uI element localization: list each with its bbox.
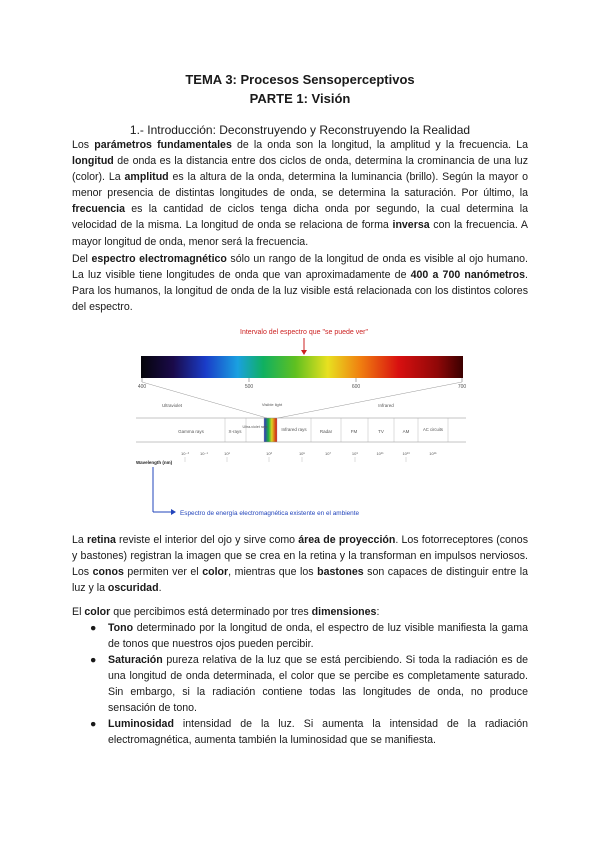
bullet-icon: ●: [90, 654, 97, 666]
band-ac: AC circuits: [422, 427, 444, 432]
spectrum-figure: [136, 322, 466, 522]
page-subtitle: PARTE 1: Visión: [249, 91, 351, 106]
power-2: 10⁻¹: [200, 451, 208, 456]
environment-spectrum-label: Espectro de energía electromagnética existente en el ambiente: [180, 510, 360, 517]
power-8: 10¹¹: [376, 451, 384, 456]
band-xrays: X-rays: [228, 429, 242, 434]
visible-range-arrowhead: [301, 350, 307, 355]
color-dimensions-list: [72, 620, 528, 748]
tick-700: 700: [457, 384, 466, 390]
power-4: 10³: [266, 451, 272, 456]
environment-arrowhead: [171, 509, 176, 515]
tick-400: 400: [137, 384, 147, 390]
power-7: 10⁹: [351, 451, 359, 456]
band-gamma: Gamma rays: [178, 429, 204, 434]
band-ultraviolet: Ultra-violet rays: [242, 425, 268, 429]
band-am: AM: [402, 429, 410, 434]
bullet-icon: ●: [90, 622, 97, 634]
section-heading: 1.- Introducción: Deconstruyendo y Reconstruyendo la Realidad: [129, 123, 471, 137]
tick-500: 500: [244, 384, 254, 390]
paragraph-color-dimensions: El color que percibimos está determinado por tres dimensiones:: [72, 606, 380, 618]
bullet-icon: ●: [90, 718, 97, 730]
visible-band-swatch: [264, 418, 277, 442]
power-10: 10¹⁵: [429, 451, 437, 456]
page-title: TEMA 3: Procesos Sensoperceptivos: [185, 72, 415, 87]
power-3: 10¹: [224, 451, 230, 456]
paragraph-electromagnetic-spectrum: Del espectro electromagnético sólo un rango de la longitud de onda es visible al ojo humano. La luz visible tiene longitudes de onda que van aproximadamente de 400 a 700 nanómetros. Para los humanos, la longitud de onda de la luz visible está relacionada con los distintos colores del espectro.: [72, 253, 529, 314]
list-item: ● Saturación pureza relativa de la luz que se está percibiendo. Si toda la radiación es de una longitud de onda determinada, el color que se percibe es completamente saturado. Sin embargo, si la radiación contiene todas las longitudes de onda, no produce sensación de tono.: [90, 654, 528, 714]
tick-600: 600: [351, 384, 361, 390]
paragraph-retina: La retina reviste el interior del ojo y sirve como área de proyección. Los fotorreceptores (conos y bastones) registran la imagen que se crea en la retina y la transforman en impulsos nerviosos. Los conos permiten ver el color, mientras que los bastones son capaces de distinguir entre la luz y la oscuridad.: [72, 534, 528, 595]
list-item: ● Tono determinado por la longitud de onda, el espectro de luz visible manifiesta la gama de tonos que nuestros ojos pueden percibir.: [90, 622, 528, 650]
spectrum-ticks: [138, 378, 466, 390]
paragraph-wave-parameters: Los parámetros fundamentales de la onda son la longitud, la amplitud y la frecuencia. La longitud de onda es la distancia entre dos ciclos de onda, determina la crominancia de una luz (color). La amplitud es la altura de la onda, determina la luminancia (brillo). Según la mayor o menor presencia de distintas longitudes de onda, se determina la saturación. Por último, la frecuencia es la cantidad de ciclos tenga dicha onda por segundo, la cual determina la velocidad de la misma. La longitud de onda se relaciona de forma inversa con la frecuencia. A mayor longitud de onda, menor será la frecuencia.: [72, 139, 529, 248]
visible-range-label: Intervalo del espectro que "se puede ver": [240, 329, 368, 336]
power-1: 10⁻³: [181, 451, 189, 456]
infrared-label: Infrared: [378, 403, 394, 408]
band-fm: FM: [350, 429, 358, 434]
band-radar: Radar: [319, 429, 333, 434]
wavelength-axis: [136, 451, 437, 465]
power-5: 10⁵: [298, 451, 306, 456]
wavelength-label: Wavelength (nm): [136, 460, 173, 465]
ultraviolet-label: Ultraviolet: [161, 403, 183, 408]
band-table: [136, 418, 466, 442]
power-9: 10¹³: [402, 451, 410, 456]
power-6: 10⁷: [325, 451, 331, 456]
visible-light-label: Visible light: [261, 402, 283, 407]
band-tv: TV: [378, 429, 384, 434]
band-infrared: Infrared rays: [281, 427, 307, 432]
projection-line-right: [278, 382, 462, 418]
visible-spectrum-bar: [141, 356, 463, 378]
list-item: ● Luminosidad intensidad de la luz. Si aumenta la intensidad de la radiación electromagnética, aumenta también la luminosidad que se manifiesta.: [90, 718, 528, 746]
